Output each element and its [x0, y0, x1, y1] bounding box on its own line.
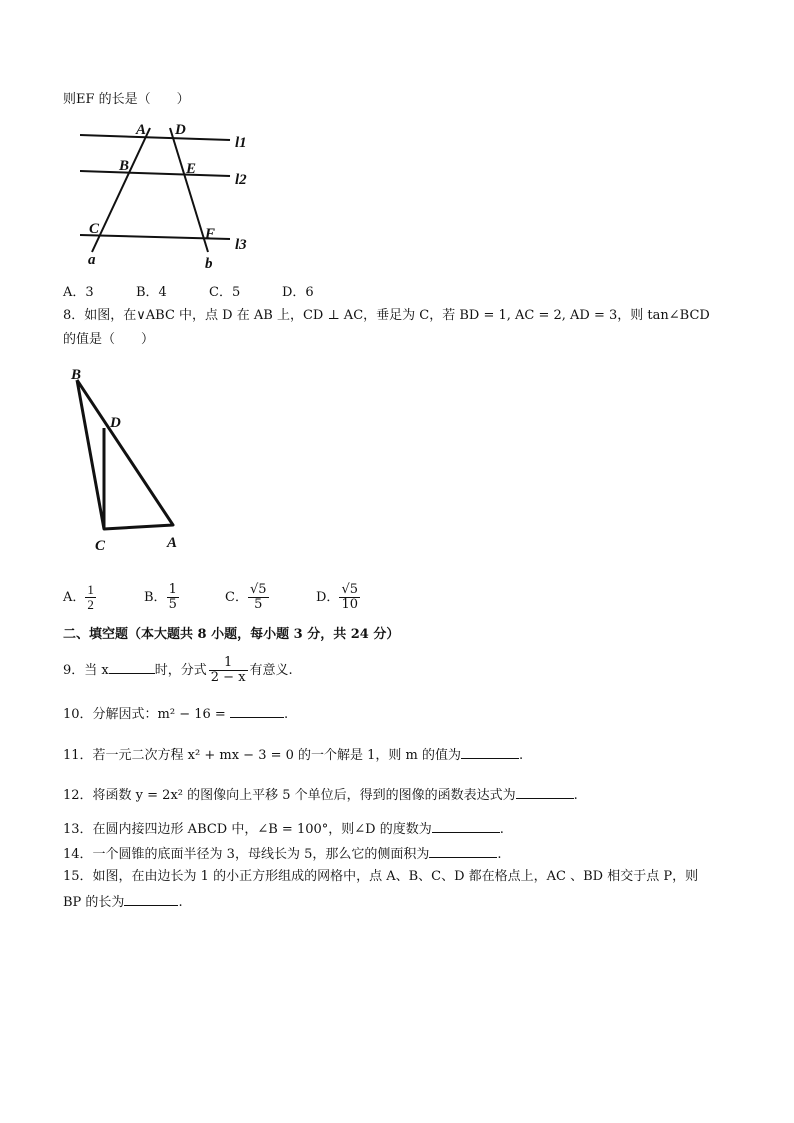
q7-label-l3: l3 [235, 237, 247, 253]
q7-option-d: D．6 [282, 285, 314, 300]
q9-line [63, 652, 293, 690]
q14-text: 14．一个圆锥的底面半径为 3，母线长为 5，那么它的侧面积为 [63, 847, 430, 862]
q8-option-c [225, 580, 269, 616]
q7-label-B: B [119, 158, 130, 174]
q14-line [63, 844, 502, 864]
q13-end: . [499, 822, 504, 837]
q11-line [63, 745, 523, 765]
q8-option-c-label: C． [225, 590, 248, 605]
q7-label-F: F [205, 226, 216, 242]
q8-option-b-label: B． [144, 590, 167, 605]
q7-label-E: E [186, 161, 197, 177]
q12-line [63, 785, 578, 805]
q8-label-B: B [71, 367, 82, 383]
q8-option-b-num: 1 [168, 582, 177, 597]
q15-stem-line2 [63, 892, 183, 912]
q14-end: . [497, 847, 502, 862]
q13-line [63, 819, 504, 839]
q8-option-b-den: 5 [168, 597, 177, 612]
q9-text-a: 9．当 x [63, 663, 109, 678]
q8-label-A: A [167, 535, 178, 551]
q8-option-a-num: 1 [87, 582, 94, 597]
q15-text: BP 的长为 [63, 895, 125, 910]
q10-end: . [283, 707, 289, 722]
q13-answer-blank[interactable] [432, 819, 500, 833]
q12-text: 12．将函数 y = 2x² 的图像向上平移 5 个单位后，得到的图像的函数表达式为 [63, 788, 516, 803]
q8-label-C: C [95, 538, 106, 554]
q7-label-b: b [205, 256, 213, 270]
q8-option-c-den: 5 [254, 597, 263, 612]
q9-fraction-num: 1 [209, 656, 248, 671]
q12-answer-blank[interactable] [516, 785, 574, 799]
q8-option-c-num: √5 [249, 582, 267, 597]
q7-label-C: C [89, 221, 100, 237]
q9-answer-blank[interactable] [109, 660, 155, 674]
q7-label-D: D [175, 122, 186, 138]
q7-label-a: a [88, 252, 96, 268]
q8-stem-line2: 的值是（ ） [63, 332, 155, 347]
q8-label-D: D [110, 415, 121, 431]
q9-text-b: 时，分式 [154, 663, 207, 678]
q7-figure [80, 118, 260, 270]
q14-answer-blank[interactable] [429, 844, 497, 858]
q8-option-d-label: D． [316, 590, 340, 605]
q8-option-a [63, 580, 96, 616]
q7-tail: 则EF 的长是（ ） [63, 92, 190, 107]
q7-label-l1: l1 [235, 135, 247, 151]
q8-option-d-num: √5 [341, 582, 358, 597]
q7-label-A: A [136, 122, 147, 138]
q7-option-a: A．3 [63, 285, 94, 300]
q7-option-b: B．4 [136, 285, 167, 300]
q8-option-a-den: 2 [87, 597, 94, 612]
q10-line [63, 704, 288, 724]
q13-text: 13．在圆内接四边形 ABCD 中，∠B = 100°，则∠D 的度数为 [63, 822, 432, 837]
q11-answer-blank[interactable] [461, 745, 519, 759]
q15-stem-line1: 15．如图，在由边长为 1 的小正方形组成的网格中，点 A、B、C、D 都在格点上，AC 、BD 相交于点 P，则 [63, 869, 699, 884]
q11-end: . [519, 748, 524, 763]
q8-option-b [144, 580, 179, 616]
q7-label-l2: l2 [235, 172, 247, 188]
q8-option-d-den: 10 [341, 597, 358, 612]
q10-text: 10．分解因式：m² − 16 = [63, 707, 226, 722]
q9-text-c: 有意义. [249, 663, 293, 678]
section-heading-fill-in: 二、填空题（本大题共 8 小题，每小题 3 分，共 24 分） [63, 627, 400, 642]
q15-answer-blank[interactable] [124, 892, 178, 906]
q7-option-c: C．5 [209, 285, 241, 300]
q15-end: . [178, 895, 183, 910]
q8-figure [66, 362, 188, 554]
q9-fraction-den: 2 − x [210, 670, 246, 685]
q8-option-a-label: A． [63, 590, 86, 605]
q10-answer-blank[interactable] [230, 704, 284, 718]
q11-text: 11．若一元二次方程 x² + mx − 3 = 0 的一个解是 1，则 m 的值为 [63, 748, 462, 763]
q8-option-d [316, 580, 360, 616]
q8-stem-line1: 8．如图，在∨ABC 中，点 D 在 AB 上，CD ⊥ AC，垂足为 C，若 BD = 1, AC = 2, AD = 3，则 tan∠BCD [63, 308, 710, 323]
q12-end: . [573, 788, 578, 803]
